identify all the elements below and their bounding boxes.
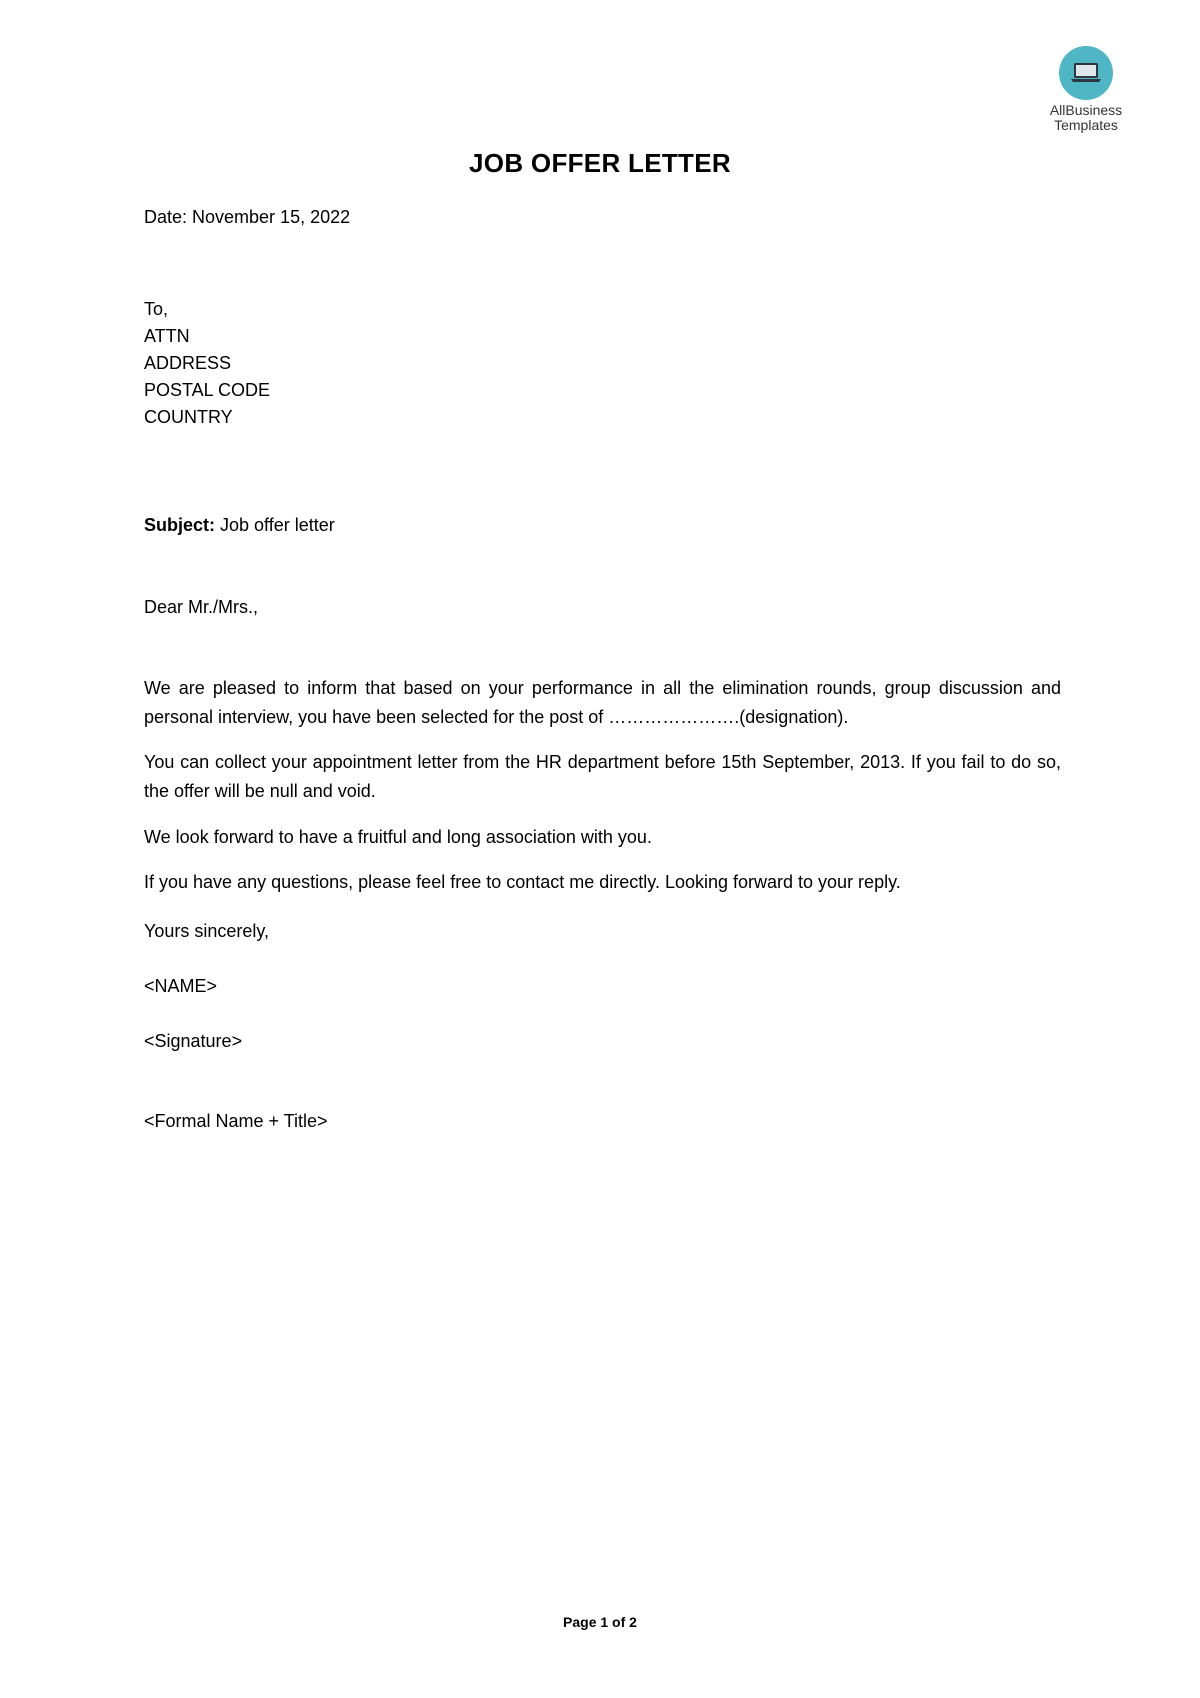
document-title: JOB OFFER LETTER (469, 148, 731, 178)
recipient-address: ADDRESS (144, 353, 232, 373)
logo-line-2: Templates (1054, 117, 1118, 133)
letter-date: Date: November 15, 2022 (144, 207, 351, 227)
sender-name: <NAME> (144, 976, 218, 996)
logo-line-1: AllBusiness (1049, 102, 1123, 118)
body-paragraph-1: We are pleased to inform that based on your performance in all the elimination rounds, group discussion and personal interview, you have been selected for the post of ………………….(designation). (144, 678, 1061, 727)
subject-line (144, 514, 335, 536)
body-paragraph-2: You can collect your appointment letter from the HR department before 15th September, 2013. If you fail to do so, the offer will be null and void. (144, 752, 1061, 801)
salutation: Dear Mr./Mrs., (144, 597, 259, 617)
laptop-icon (1059, 46, 1113, 100)
recipient-attn: ATTN (144, 326, 190, 346)
signature-placeholder: <Signature> (144, 1031, 243, 1051)
recipient-to: To, (144, 299, 169, 319)
logo-wordmark (1040, 103, 1132, 133)
allbusiness-templates-logo (1040, 46, 1150, 136)
page-number (0, 1614, 1200, 1630)
subject-label: Subject: (144, 515, 216, 535)
recipient-postal-code: POSTAL CODE (144, 380, 271, 400)
subject-text: Job offer letter (215, 515, 335, 535)
formal-name-title: <Formal Name + Title> (144, 1111, 328, 1131)
body-paragraph-4: If you have any questions, please feel free to contact me directly. Looking forward to your reply. (144, 872, 901, 892)
body-paragraph-3: We look forward to have a fruitful and long association with you. (144, 827, 652, 847)
closing: Yours sincerely, (144, 921, 270, 941)
page-number-text: Page 1 of 2 (563, 1614, 637, 1630)
recipient-country: COUNTRY (144, 407, 233, 427)
